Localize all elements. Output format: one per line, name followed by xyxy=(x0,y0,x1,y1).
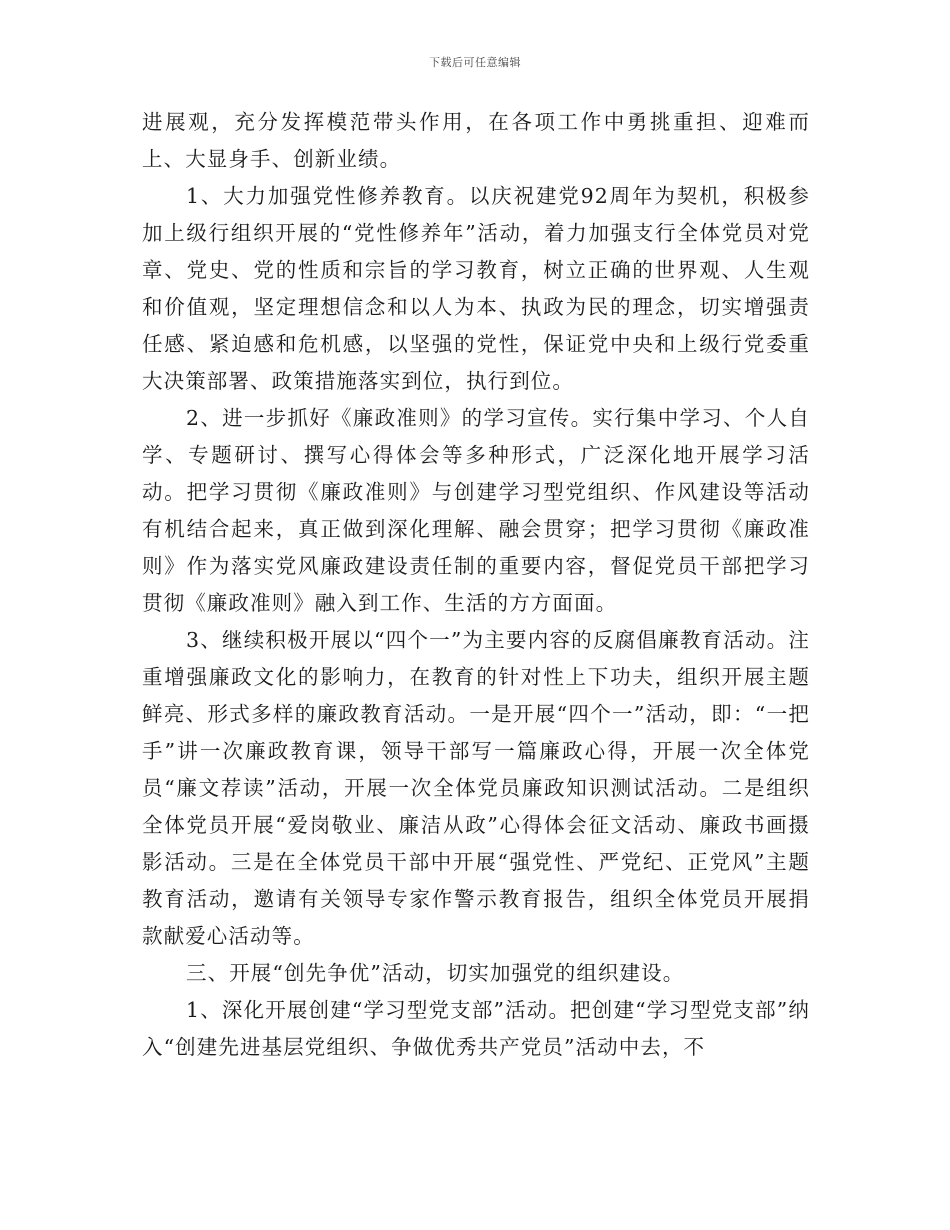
paragraph: 1、深化开展创建“学习型党支部”活动。把创建“学习型党支部”纳入“创建先进基层党组织、争做优秀共产党员”活动中去，不 xyxy=(142,998,810,1059)
paragraph: 三、开展“创先争优”活动，切实加强党的组织建设。 xyxy=(186,961,685,985)
document-body xyxy=(142,104,810,1066)
paragraph: 1、大力加强党性修养教育。以庆祝建党92周年为契机，积极参加上级行组织开展的“党性修养年”活动，着力加强支行全体党员对党章、党史、党的性质和宗旨的学习教育，树立正确的世界观、人生观和价值观，坚定理想信念和以人为本、执政为民的理念，切实增强责任感、紧迫感和危机感，以坚强的党性，保证党中央和上级行党委重大决策部署、政策措施落实到位，执行到位。 xyxy=(142,184,810,393)
page-header: 下载后可任意编辑 xyxy=(429,56,521,69)
paragraph: 3、继续积极开展以“四个一”为主要内容的反腐倡廉教育活动。注重增强廉政文化的影响力，在教育的针对性上下功夫，组织开展主题鲜亮、形式多样的廉政教育活动。一是开展“四个一”活动，即：“一把手”讲一次廉政教育课，领导干部写一篇廉政心得，开展一次全体党员“廉文荐读”活动，开展一次全体党员廉政知识测试活动。二是组织全体党员开展“爱岗敬业、廉洁从政”心得体会征文活动、廉政书画摄影活动。三是在全体党员干部中开展“强党性、严党纪、正党风”主题教育活动，邀请有关领导专家作警示教育报告，组织全体党员开展捐款献爱心活动等。 xyxy=(142,628,810,948)
paragraph: 2、进一步抓好《廉政准则》的学习宣传。实行集中学习、个人自学、专题研讨、撰写心得体会等多种形式，广泛深化地开展学习活动。把学习贯彻《廉政准则》与创建学习型党组织、作风建设等活动有机结合起来，真正做到深化理解、融会贯穿；把学习贯彻《廉政准则》作为落实党风廉政建设责任制的重要内容，督促党员干部把学习贯彻《廉政准则》融入到工作、生活的方方面面。 xyxy=(142,406,810,615)
paragraph: 进展观，充分发挥模范带头作用，在各项工作中勇挑重担、迎难而上、大显身手、创新业绩。 xyxy=(142,110,810,171)
